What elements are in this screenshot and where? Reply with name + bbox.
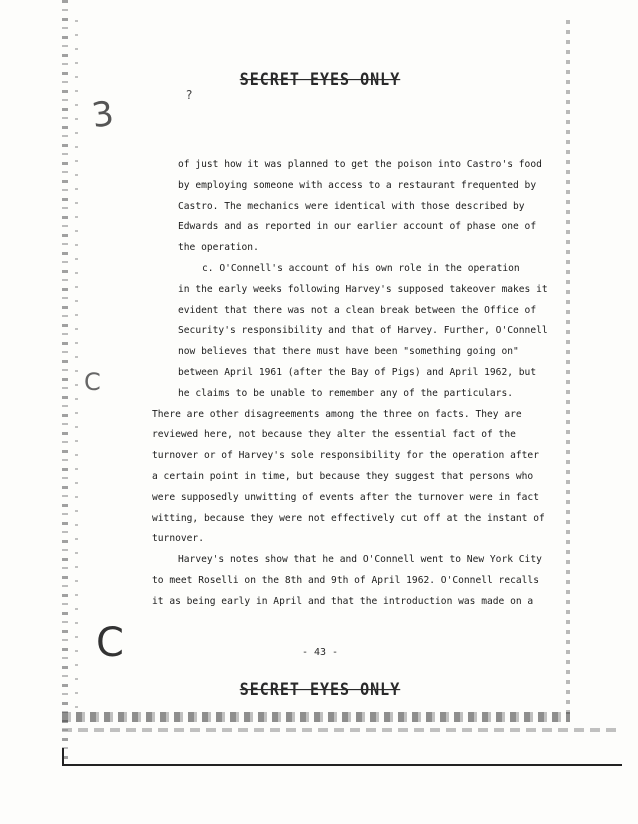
document-body [152,155,548,613]
margin-punch-hole-bottom: C [96,620,124,666]
header-classification-stamp: SECRET EYES ONLY [239,68,401,90]
body-line: now believes that there must have been "something going on" [178,346,519,358]
page-number: - 43 - [301,647,339,658]
body-line: witting, because they were not effectively cut off at the instant of [152,512,545,524]
body-line: Edwards and as reported in our earlier account of phase one of [178,221,537,233]
footer-classification-stamp: SECRET EYES ONLY [239,678,401,700]
body-line: c. O'Connell's account of his own role in the operation [202,262,520,274]
scan-bracket-bottom [62,764,622,766]
body-line: evident that there was not a clean break between the Office of [178,304,537,316]
body-line: Harvey's notes show that he and O'Connell went to New York City [178,554,542,566]
margin-punch-hole-mid: C [84,368,101,396]
body-line: the operation. [178,242,259,254]
scan-edge-bottom [62,712,570,722]
body-line: turnover or of Harvey's sole responsibility for the operation after [152,450,539,462]
scan-edge-right [566,20,570,720]
body-line: There are other disagreements among the three on facts. They are [152,408,522,420]
body-line: between April 1961 (after the Bay of Pigs) and April 1962, but [178,366,537,378]
body-line: of just how it was planned to get the poison into Castro's food [178,159,542,170]
scan-edge-left-inner [75,20,78,720]
body-line: reviewed here, not because they alter the essential fact of the [152,429,516,441]
body-line: in the early weeks following Harvey's supposed takeover makes it [178,283,548,295]
margin-tick-mark: ? [186,88,193,102]
scan-edge-bottom-secondary [62,728,622,732]
margin-handwritten-mark-top: 3 [89,93,117,137]
body-line: Castro. The mechanics were identical with those described by [178,200,525,212]
body-line: turnover. [152,533,204,545]
body-line: Security's responsibility and that of Harvey. Further, O'Connell [178,325,548,337]
body-line: he claims to be unable to remember any of the particulars. [178,387,514,399]
body-line: were supposedly unwitting of events after the turnover were in fact [152,491,539,503]
scan-edge-left [62,0,68,760]
body-line: a certain point in time, but because they suggest that persons who [152,470,534,482]
body-line: by employing someone with access to a restaurant frequented by [178,179,537,191]
body-line: it as being early in April and that the introduction was made on a [152,595,534,607]
body-line: to meet Roselli on the 8th and 9th of April 1962. O'Connell recalls [152,574,539,586]
